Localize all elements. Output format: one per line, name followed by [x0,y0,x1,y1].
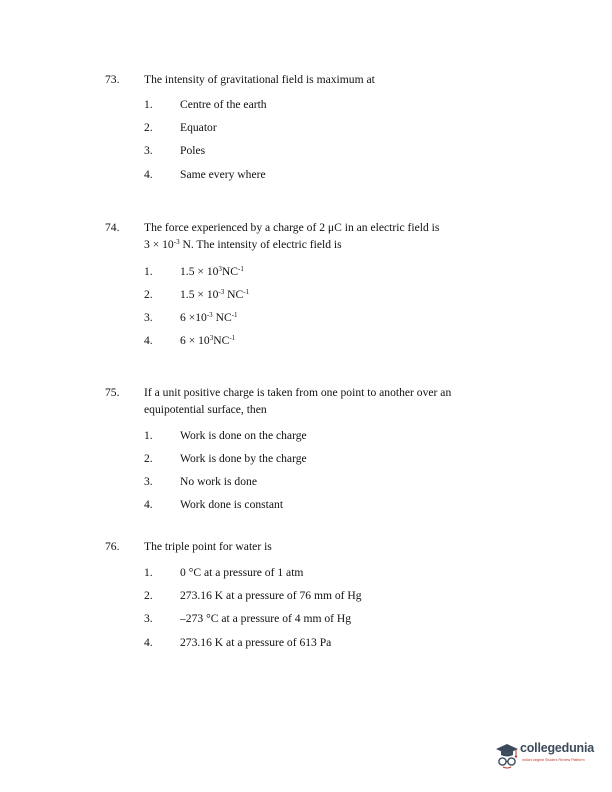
option-number: 4. [144,636,153,649]
option-text: Poles [180,144,206,157]
option-text: Work is done on the charge [180,429,307,442]
option-text: 0 °C at a pressure of 1 atm [180,566,304,579]
option-number: 4. [144,334,153,347]
option [0,634,612,651]
option-number: 3. [144,612,153,625]
option [0,119,612,136]
question-number: 74. [105,221,120,234]
option [0,309,612,326]
option-number: 4. [144,168,153,181]
option-text: Equator [180,121,217,134]
option-number: 3. [144,311,153,324]
option [0,587,612,604]
option-text: $6 \times 10^3NC^{-1}$ [180,334,236,347]
collegedunia-logo [494,738,598,772]
option-text: Work is done by the charge [180,452,307,465]
option [0,427,612,444]
option [0,263,612,280]
option-text: $6 \times 10^{-3}$ $NC^{-1}$ [180,311,238,324]
option-number: 1. [144,265,153,278]
option-number: 4. [144,498,153,511]
option-text: 273.16 K at a pressure of 76 mm of Hg [180,589,362,602]
graduate-cap-icon [494,740,520,770]
option-text: Centre of the earth [180,98,267,111]
logo-tagline: India's largest Student Review Platform [522,758,585,762]
option [0,286,612,303]
option-text: $1.5 \times 10^{-3}$ $NC^{-1}$ [180,288,250,301]
option [0,142,612,159]
question-number: 73. [105,73,120,86]
logo-wordmark: collegedunia [520,741,595,755]
option [0,610,612,627]
question-text: The triple point for water is [144,540,272,553]
option [0,166,612,183]
option-text: $1.5 \times 10^3NC^{-1}$ [180,265,244,278]
option-number: 2. [144,589,153,602]
question-text: The intensity of gravitational field is maximum at [144,73,375,86]
option [0,496,612,513]
question-text: If a unit positive charge is taken from one point to another over an equipotential surface, then [144,386,452,416]
option-text: –273 °C at a pressure of 4 mm of Hg [180,612,352,625]
option-number: 2. [144,121,153,134]
option-number: 3. [144,144,153,157]
option-number: 1. [144,429,153,442]
option [0,96,612,113]
question-text: The force experienced by a charge of 2 μC in an electric field is $3 \times 10^{-3}$ N. The intensity of electric field is [144,221,440,251]
option-text: 273.16 K at a pressure of 613 Pa [180,636,332,649]
option [0,332,612,349]
question-number: 75. [105,386,120,399]
option-text: Work done is constant [180,498,284,511]
option-number: 1. [144,98,153,111]
option-number: 2. [144,452,153,465]
option [0,473,612,490]
question-number: 76. [105,540,120,553]
option-number: 1. [144,566,153,579]
option-text: No work is done [180,475,257,488]
option-text: Same every where [180,168,266,181]
option [0,450,612,467]
option [0,564,612,581]
option-number: 2. [144,288,153,301]
option-number: 3. [144,475,153,488]
